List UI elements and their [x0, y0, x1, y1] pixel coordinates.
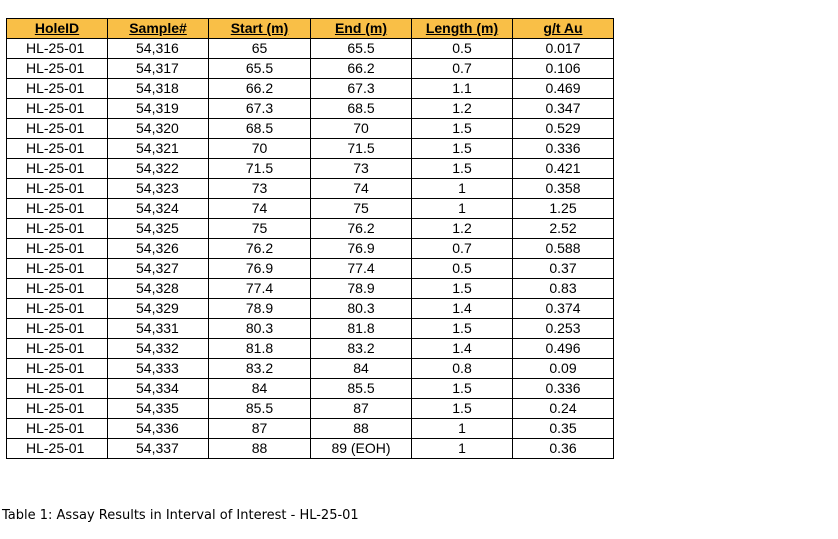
cell-length: 1.5 [412, 159, 513, 179]
cell-start: 76.2 [209, 239, 311, 259]
cell-start: 65 [209, 39, 311, 59]
cell-gold-grade: 0.336 [513, 379, 614, 399]
cell-end: 68.5 [311, 99, 412, 119]
cell-length: 1.1 [412, 79, 513, 99]
cell-gold-grade: 0.09 [513, 359, 614, 379]
cell-length: 1.5 [412, 279, 513, 299]
cell-holeid: HL-25-01 [7, 179, 108, 199]
cell-gold-grade: 0.017 [513, 39, 614, 59]
cell-end: 76.9 [311, 239, 412, 259]
table-row [7, 259, 614, 279]
cell-start: 83.2 [209, 359, 311, 379]
header-start: Start (m) [209, 19, 311, 39]
cell-holeid: HL-25-01 [7, 199, 108, 219]
cell-start: 71.5 [209, 159, 311, 179]
header-gold-grade: g/t Au [513, 19, 614, 39]
cell-sample: 54,335 [108, 399, 209, 419]
cell-length: 1.5 [412, 379, 513, 399]
cell-start: 75 [209, 219, 311, 239]
cell-start: 65.5 [209, 59, 311, 79]
table-row [7, 299, 614, 319]
cell-end: 78.9 [311, 279, 412, 299]
cell-holeid: HL-25-01 [7, 239, 108, 259]
header-length: Length (m) [412, 19, 513, 39]
cell-start: 68.5 [209, 119, 311, 139]
cell-length: 1 [412, 199, 513, 219]
cell-holeid: HL-25-01 [7, 219, 108, 239]
cell-end: 85.5 [311, 379, 412, 399]
table-row [7, 319, 614, 339]
cell-start: 88 [209, 439, 311, 459]
table-row [7, 79, 614, 99]
cell-start: 67.3 [209, 99, 311, 119]
cell-start: 80.3 [209, 319, 311, 339]
cell-end: 75 [311, 199, 412, 219]
cell-holeid: HL-25-01 [7, 439, 108, 459]
cell-length: 1.4 [412, 339, 513, 359]
cell-length: 0.5 [412, 39, 513, 59]
cell-length: 0.8 [412, 359, 513, 379]
table-row [7, 399, 614, 419]
cell-gold-grade: 0.336 [513, 139, 614, 159]
cell-holeid: HL-25-01 [7, 79, 108, 99]
cell-length: 0.7 [412, 59, 513, 79]
cell-gold-grade: 0.358 [513, 179, 614, 199]
cell-sample: 54,324 [108, 199, 209, 219]
assay-results-table [6, 18, 614, 459]
table-row [7, 379, 614, 399]
table-row [7, 59, 614, 79]
cell-holeid: HL-25-01 [7, 119, 108, 139]
cell-length: 1.2 [412, 219, 513, 239]
table-row [7, 239, 614, 259]
cell-holeid: HL-25-01 [7, 279, 108, 299]
cell-sample: 54,328 [108, 279, 209, 299]
cell-start: 84 [209, 379, 311, 399]
table-row [7, 99, 614, 119]
cell-sample: 54,319 [108, 99, 209, 119]
cell-end: 70 [311, 119, 412, 139]
cell-end: 67.3 [311, 79, 412, 99]
cell-gold-grade: 0.421 [513, 159, 614, 179]
cell-gold-grade: 0.496 [513, 339, 614, 359]
cell-holeid: HL-25-01 [7, 359, 108, 379]
cell-length: 1 [412, 439, 513, 459]
cell-length: 1 [412, 179, 513, 199]
cell-end: 87 [311, 399, 412, 419]
header-sample: Sample# [108, 19, 209, 39]
cell-end: 80.3 [311, 299, 412, 319]
cell-sample: 54,325 [108, 219, 209, 239]
table-row [7, 419, 614, 439]
cell-holeid: HL-25-01 [7, 319, 108, 339]
cell-sample: 54,331 [108, 319, 209, 339]
cell-end: 73 [311, 159, 412, 179]
table-row [7, 199, 614, 219]
cell-end: 71.5 [311, 139, 412, 159]
header-end: End (m) [311, 19, 412, 39]
cell-start: 78.9 [209, 299, 311, 319]
cell-sample: 54,337 [108, 439, 209, 459]
cell-start: 73 [209, 179, 311, 199]
table-body [7, 39, 614, 459]
cell-start: 87 [209, 419, 311, 439]
cell-sample: 54,322 [108, 159, 209, 179]
cell-sample: 54,327 [108, 259, 209, 279]
cell-length: 1 [412, 419, 513, 439]
cell-sample: 54,316 [108, 39, 209, 59]
table-row [7, 159, 614, 179]
cell-holeid: HL-25-01 [7, 139, 108, 159]
cell-sample: 54,318 [108, 79, 209, 99]
cell-length: 0.5 [412, 259, 513, 279]
cell-holeid: HL-25-01 [7, 399, 108, 419]
cell-sample: 54,332 [108, 339, 209, 359]
cell-end: 81.8 [311, 319, 412, 339]
cell-end: 66.2 [311, 59, 412, 79]
cell-sample: 54,326 [108, 239, 209, 259]
cell-length: 0.7 [412, 239, 513, 259]
table-row [7, 139, 614, 159]
table-row [7, 119, 614, 139]
cell-holeid: HL-25-01 [7, 259, 108, 279]
cell-length: 1.5 [412, 319, 513, 339]
cell-start: 81.8 [209, 339, 311, 359]
cell-gold-grade: 0.469 [513, 79, 614, 99]
cell-gold-grade: 0.588 [513, 239, 614, 259]
table-header-row [7, 19, 614, 39]
cell-end: 77.4 [311, 259, 412, 279]
cell-gold-grade: 0.374 [513, 299, 614, 319]
cell-sample: 54,317 [108, 59, 209, 79]
table-caption: Table 1: Assay Results in Interval of Interest - HL-25-01 [2, 508, 359, 523]
cell-start: 85.5 [209, 399, 311, 419]
table-row [7, 339, 614, 359]
table-row [7, 39, 614, 59]
table-row [7, 179, 614, 199]
cell-gold-grade: 0.36 [513, 439, 614, 459]
cell-holeid: HL-25-01 [7, 39, 108, 59]
cell-gold-grade: 0.83 [513, 279, 614, 299]
cell-end: 83.2 [311, 339, 412, 359]
cell-gold-grade: 0.24 [513, 399, 614, 419]
cell-sample: 54,321 [108, 139, 209, 159]
cell-end: 84 [311, 359, 412, 379]
cell-sample: 54,320 [108, 119, 209, 139]
table-row [7, 359, 614, 379]
table-row [7, 439, 614, 459]
cell-start: 76.9 [209, 259, 311, 279]
cell-sample: 54,329 [108, 299, 209, 319]
cell-end: 88 [311, 419, 412, 439]
cell-length: 1.4 [412, 299, 513, 319]
cell-length: 1.2 [412, 99, 513, 119]
cell-start: 66.2 [209, 79, 311, 99]
cell-start: 70 [209, 139, 311, 159]
cell-gold-grade: 0.35 [513, 419, 614, 439]
cell-length: 1.5 [412, 139, 513, 159]
cell-sample: 54,333 [108, 359, 209, 379]
cell-gold-grade: 0.253 [513, 319, 614, 339]
cell-start: 74 [209, 199, 311, 219]
cell-length: 1.5 [412, 119, 513, 139]
cell-gold-grade: 1.25 [513, 199, 614, 219]
cell-gold-grade: 0.347 [513, 99, 614, 119]
cell-holeid: HL-25-01 [7, 99, 108, 119]
cell-start: 77.4 [209, 279, 311, 299]
cell-length: 1.5 [412, 399, 513, 419]
cell-gold-grade: 0.529 [513, 119, 614, 139]
cell-holeid: HL-25-01 [7, 299, 108, 319]
cell-holeid: HL-25-01 [7, 379, 108, 399]
cell-holeid: HL-25-01 [7, 419, 108, 439]
cell-sample: 54,336 [108, 419, 209, 439]
cell-end: 76.2 [311, 219, 412, 239]
cell-gold-grade: 2.52 [513, 219, 614, 239]
cell-gold-grade: 0.106 [513, 59, 614, 79]
cell-sample: 54,323 [108, 179, 209, 199]
cell-gold-grade: 0.37 [513, 259, 614, 279]
cell-end: 74 [311, 179, 412, 199]
cell-sample: 54,334 [108, 379, 209, 399]
header-holeid: HoleID [7, 19, 108, 39]
cell-end: 89 (EOH) [311, 439, 412, 459]
table-row [7, 279, 614, 299]
cell-end: 65.5 [311, 39, 412, 59]
cell-holeid: HL-25-01 [7, 159, 108, 179]
table-row [7, 219, 614, 239]
cell-holeid: HL-25-01 [7, 339, 108, 359]
cell-holeid: HL-25-01 [7, 59, 108, 79]
